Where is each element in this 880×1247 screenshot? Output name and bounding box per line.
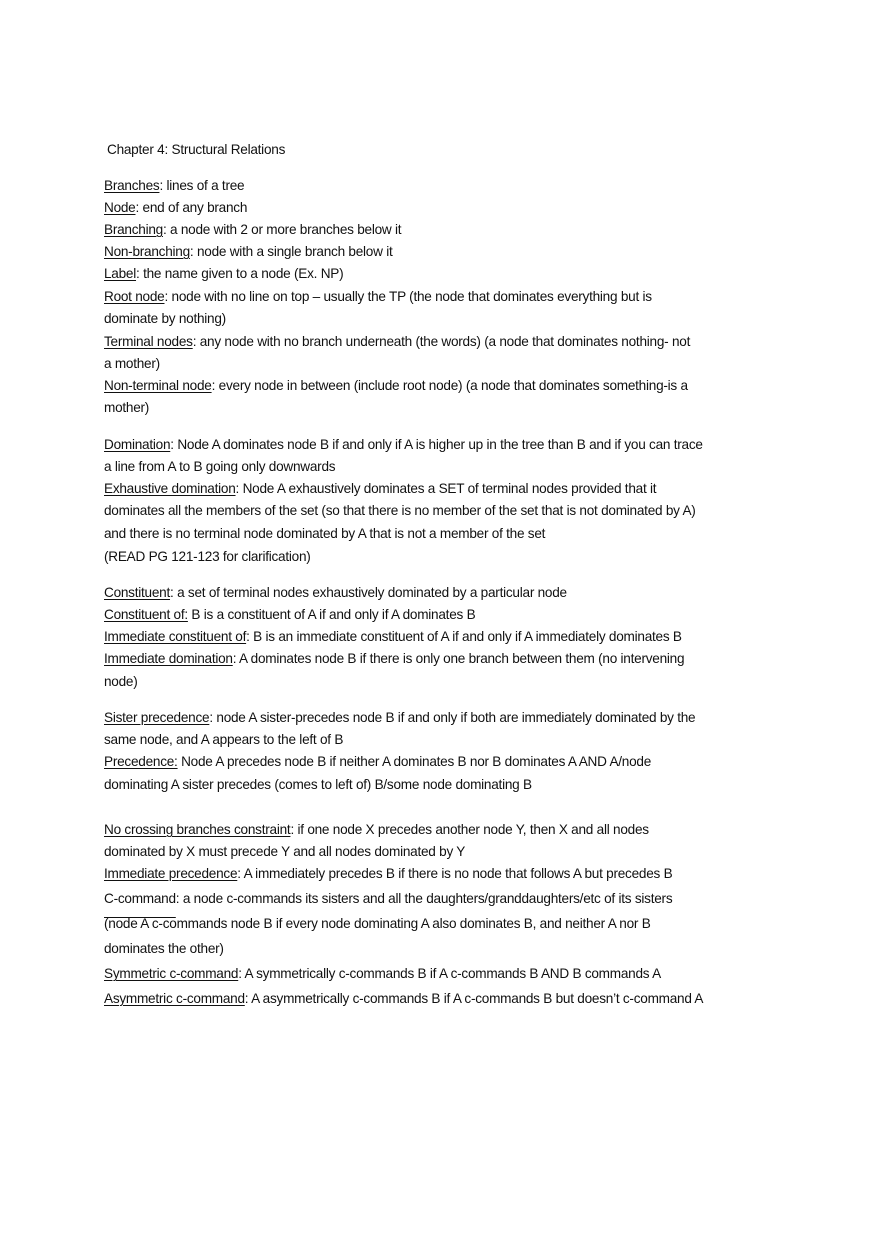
definition-continuation	[104, 458, 335, 476]
term: Node	[104, 200, 136, 215]
definition-line	[104, 584, 567, 602]
term: Domination	[104, 437, 171, 452]
term: Immediate precedence	[104, 866, 238, 881]
definition-line	[104, 436, 703, 454]
definition-text: : A symmetrically c-commands B if A c-commands B AND B commands A	[238, 966, 661, 981]
definition-line	[104, 221, 401, 239]
definition-text: : node with no line on top – usually the TP (the node that dominates everything but is	[164, 289, 652, 304]
definition-text: : any node with no branch underneath (the words) (a node that dominates nothing- not	[192, 334, 691, 349]
definition-line	[104, 628, 682, 646]
definition-text: dominates the other)	[104, 941, 224, 956]
definition-text: (node A c-commands node B if every node dominating A also dominates B, and neither A nor B	[104, 916, 651, 931]
definition-text: a mother)	[104, 356, 160, 371]
term: Root node	[104, 289, 165, 304]
definition-text: mother)	[104, 400, 150, 415]
definition-text: : A dominates node B if there is only one branch between them (no intervening	[232, 651, 685, 666]
term: Symmetric c-command	[104, 966, 239, 981]
term: Label	[104, 266, 137, 281]
definition-continuation	[104, 525, 545, 543]
definition-line	[104, 865, 672, 883]
term: Non-terminal node	[104, 378, 212, 393]
term: Precedence:	[104, 754, 178, 769]
term: Constituent of:	[104, 607, 188, 622]
definition-text: dominating A sister precedes (comes to left of) B/some node dominating B	[104, 777, 532, 792]
term: Branching	[104, 222, 163, 237]
definition-continuation	[104, 502, 696, 520]
definition-line	[104, 243, 393, 261]
definition-text: same node, and A appears to the left of B	[104, 732, 344, 747]
definition-line	[104, 177, 244, 195]
definition-text: : end of any branch	[135, 200, 248, 215]
definition-text: : A immediately precedes B if there is no node that follows A but precedes B	[237, 866, 673, 881]
definition-text: B is a constituent of A if and only if A dominates B	[187, 607, 476, 622]
definition-line	[104, 265, 343, 283]
definition-continuation	[104, 355, 160, 373]
definition-text: : every node in between (include root node) (a node that dominates something-is a	[211, 378, 688, 393]
definition-continuation	[104, 915, 651, 933]
definition-text: : lines of a tree	[159, 178, 245, 193]
definition-line	[104, 288, 652, 306]
definition-text: : Node A dominates node B if and only if A is higher up in the tree than B and if you can trace	[170, 437, 703, 452]
definition-line	[104, 990, 703, 1008]
definition-line	[104, 709, 695, 727]
definition-continuation	[104, 843, 465, 861]
term: Immediate constituent of	[104, 629, 247, 644]
definition-line	[104, 650, 684, 668]
definition-text: : B is an immediate constituent of A if and only if A immediately dominates B	[246, 629, 682, 644]
definition-continuation	[104, 940, 224, 958]
definition-text: : Node A exhaustively dominates a SET of terminal nodes provided that it	[235, 481, 657, 496]
definition-line	[104, 753, 651, 771]
definition-continuation	[104, 731, 343, 749]
definition-continuation	[104, 548, 311, 566]
definition-line	[104, 890, 672, 908]
definition-text: : node with a single branch below it	[189, 244, 393, 259]
term: C-command	[104, 891, 176, 906]
definition-line	[104, 480, 656, 498]
definition-line	[104, 965, 661, 983]
definition-line	[104, 821, 649, 839]
definition-continuation	[104, 776, 532, 794]
term: No crossing branches constraint	[104, 822, 291, 837]
definition-text: dominate by nothing)	[104, 311, 226, 326]
definition-text: and there is no terminal node dominated by A that is not a member of the set	[104, 526, 546, 541]
term: Asymmetric c-command	[104, 991, 245, 1006]
term: Constituent	[104, 585, 171, 600]
term: Immediate domination	[104, 651, 233, 666]
page-title: Chapter 4: Structural Relations	[107, 142, 286, 157]
definition-text: dominated by X must precede Y and all nodes dominated by Y	[104, 844, 466, 859]
definition-text: : node A sister-precedes node B if and only if both are immediately dominated by the	[209, 710, 696, 725]
definition-text: : a node c-commands its sisters and all the daughters/granddaughters/etc of its sisters	[175, 891, 673, 906]
definition-text: Node A precedes node B if neither A dominates B nor B dominates A AND A/node	[177, 754, 652, 769]
definition-line	[104, 199, 247, 217]
definition-text: : the name given to a node (Ex. NP)	[136, 266, 344, 281]
definition-continuation	[104, 310, 226, 328]
term: Exhaustive domination	[104, 481, 236, 496]
definition-line	[104, 606, 475, 624]
definition-line	[104, 333, 690, 351]
definition-text: : A asymmetrically c-commands B if A c-commands B but doesn’t c-command A	[244, 991, 704, 1006]
term: Non-branching	[104, 244, 190, 259]
definition-text: node)	[104, 674, 138, 689]
term: Branches	[104, 178, 160, 193]
definition-text: a line from A to B going only downwards	[104, 459, 336, 474]
term: Sister precedence	[104, 710, 210, 725]
definition-text: dominates all the members of the set (so that there is no member of the set that is not dominated by A)	[104, 503, 696, 518]
definition-text: : a set of terminal nodes exhaustively dominated by a particular node	[170, 585, 567, 600]
definition-text: : a node with 2 or more branches below it	[162, 222, 402, 237]
term: Terminal nodes	[104, 334, 193, 349]
definition-continuation	[104, 673, 138, 691]
definition-text: : if one node X precedes another node Y, then X and all nodes	[290, 822, 649, 837]
definition-text: (READ PG 121-123 for clarification)	[104, 549, 311, 564]
definition-line	[104, 377, 688, 395]
definition-continuation	[104, 399, 149, 417]
